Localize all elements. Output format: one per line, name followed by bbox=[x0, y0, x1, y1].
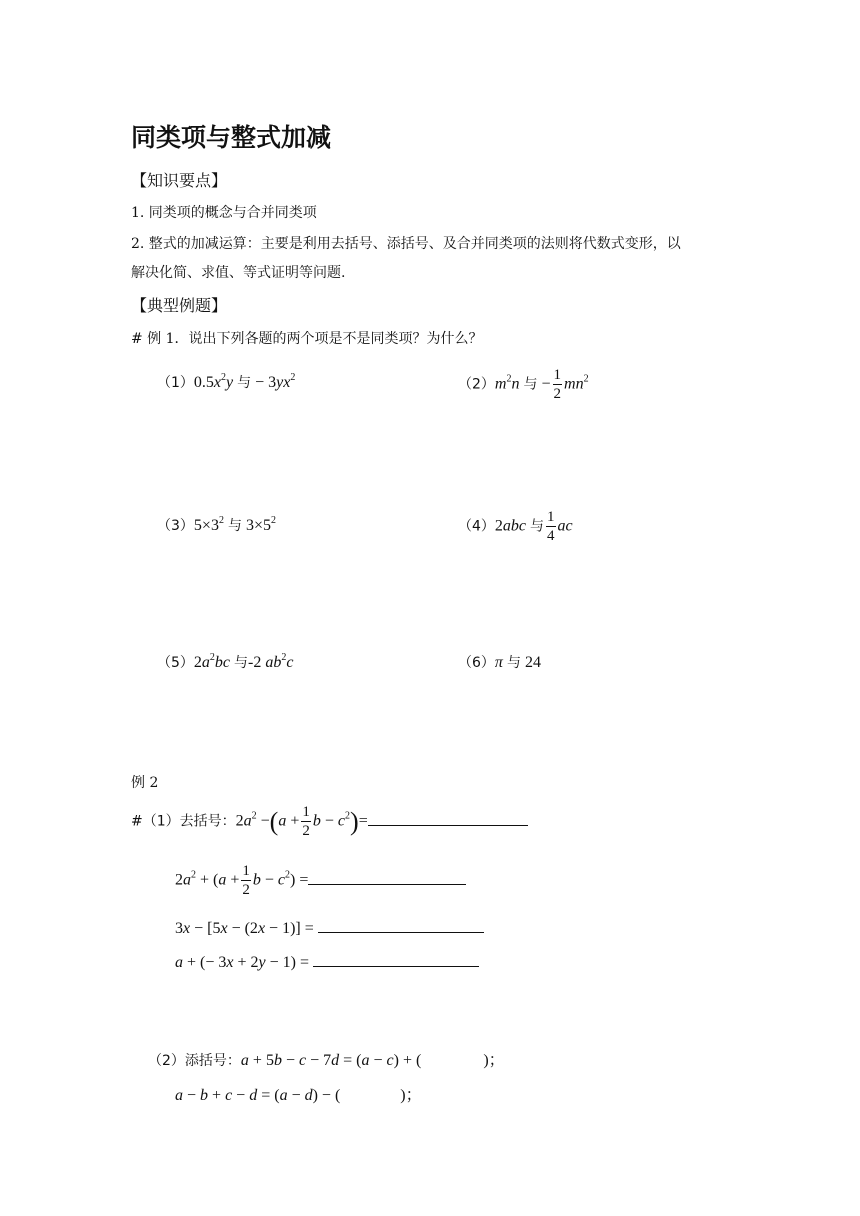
answer-blank[interactable] bbox=[368, 811, 528, 826]
ex1-item-2-label: （2） bbox=[458, 376, 495, 393]
ex2-part1-line1: #（1）去括号：$2a^2 -(a$ + $\frac{1}{2}$ $b - c^2)=$ bbox=[131, 805, 528, 839]
example-1-prompt: # 例 1．说出下列各题的两个项是不是同类项？为什么？ bbox=[131, 331, 483, 347]
ex2-part1-label: #（1）去括号： bbox=[131, 813, 236, 830]
connector: 与 bbox=[237, 375, 252, 391]
ex1-item-3-label: （3） bbox=[157, 518, 194, 534]
ex1-item-4-label: （4） bbox=[458, 518, 495, 535]
ex2-part1-line4: a + (− 3x + 2y − 1) = bbox=[175, 952, 479, 972]
ex1-item-3: $(3)5\times 3^2$ 与 $3\times 5^2$ bbox=[157, 515, 276, 534]
example-2-label: 例 2 bbox=[131, 775, 159, 791]
section-examples: 【典型例题】 bbox=[131, 296, 228, 315]
point-2-cont: 解决化简、求值、等式证明等问题. bbox=[131, 265, 346, 281]
ex2-part1-line3: 3x − [5x − (2x − 1)] = bbox=[175, 918, 484, 938]
connector: 与 bbox=[530, 518, 545, 535]
ex1-item-6: （6）π 与 24 bbox=[458, 654, 541, 671]
ex2-part1-line2: $2a^2 + (a$ + $\frac{1}{2}$ $b - c^2$) = bbox=[175, 864, 466, 898]
connector: 与 bbox=[234, 655, 249, 671]
ex1-item-6-label: （6） bbox=[458, 655, 495, 671]
answer-blank[interactable] bbox=[308, 870, 466, 885]
section-knowledge: 【知识要点】 bbox=[131, 171, 228, 190]
ex2-part2-line2: a − b + c − d = (a − d) − ( )； bbox=[175, 1087, 422, 1104]
ex1-item-2: $(2)m^2n$ 与 − $\frac{1}{2}$ $mn^2$ bbox=[458, 367, 589, 402]
point-2: 2. 整式的加减运算：主要是利用去括号、添括号、及合并同类项的法则将代数式变形，以 bbox=[131, 236, 681, 252]
page-title: 同类项与整式加减 bbox=[131, 123, 332, 152]
point-1: 1. 同类项的概念与合并同类项 bbox=[131, 205, 317, 221]
connector: 与 bbox=[227, 518, 242, 534]
connector: 与 bbox=[523, 376, 538, 393]
ex1-item-5-label: （5） bbox=[157, 655, 194, 671]
ex1-item-1-label: （1） bbox=[157, 375, 194, 391]
answer-blank[interactable] bbox=[318, 918, 484, 933]
connector: 与 bbox=[506, 655, 521, 671]
ex1-item-5: $(5)2a^2bc$ 与-2 $ab^2c$ bbox=[157, 652, 294, 671]
ex1-item-4: （4）2abc 与 $\frac{1}{4}$ ac bbox=[458, 509, 573, 544]
answer-blank[interactable] bbox=[313, 952, 479, 967]
ex2-part2-line1: （2）添括号：a + 5b − c − 7d = (a − c) + ( )； bbox=[148, 1052, 505, 1069]
ex1-item-1: $(1)0.5x^2y$ 与 − $3yx^2$ bbox=[157, 372, 296, 391]
ex2-part2-label: （2）添括号： bbox=[148, 1053, 241, 1069]
